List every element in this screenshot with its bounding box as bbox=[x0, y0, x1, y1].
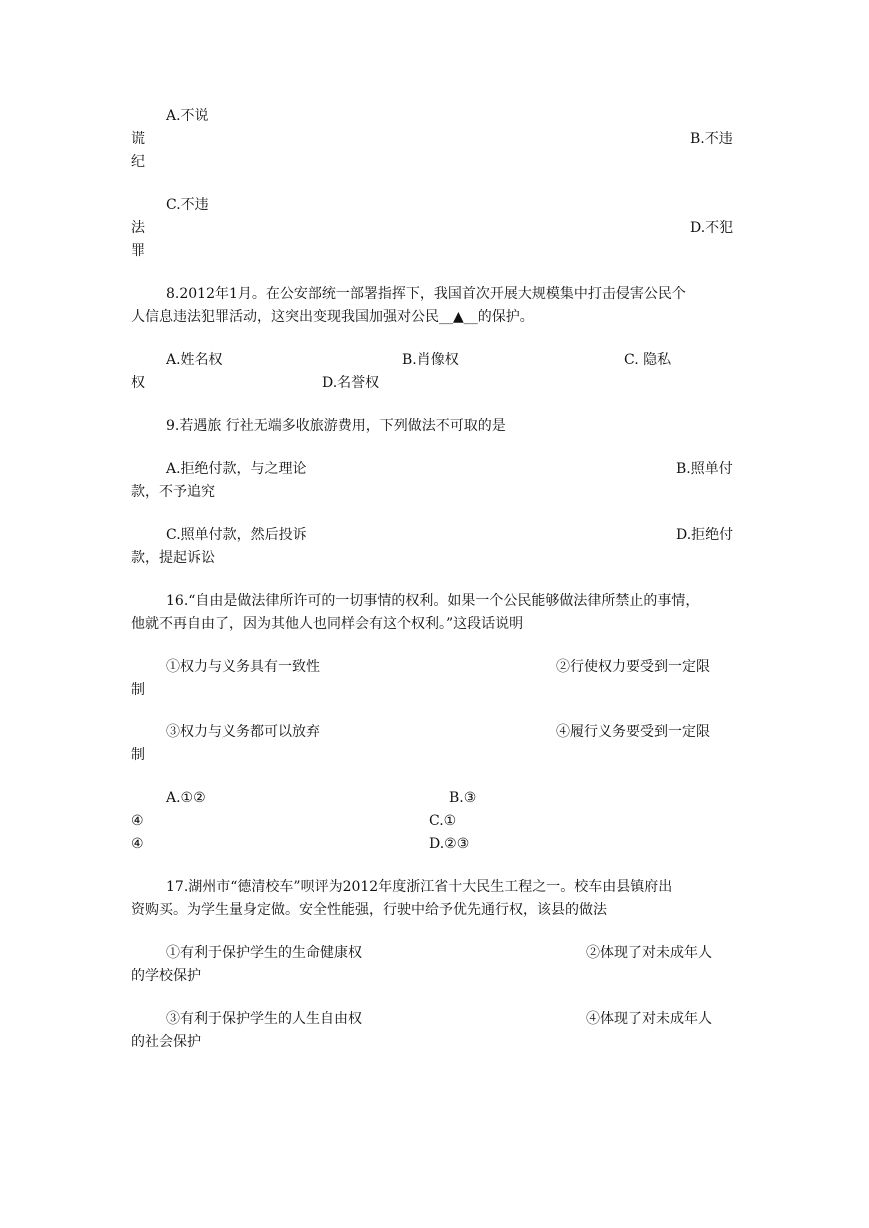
q17-stem-line1: 17.湖州市“德清校车”呗评为2012年度浙江省十大民生工程之一。校车由县镇府出 bbox=[166, 879, 673, 895]
q17-stem-line2: 资购买。为学生量身定做。安全性能强，行驶中给予优先通行权，该县的做法 bbox=[131, 902, 607, 918]
q7-option-a: A.不说 bbox=[166, 108, 209, 124]
q16-option-c: C.① bbox=[429, 813, 457, 829]
q7-option-b-wrap: 纪 bbox=[131, 154, 145, 170]
q7-option-c: C.不违 bbox=[166, 197, 209, 213]
q16-stem-line2: 他就不再自由了，因为其他人也同样会有这个权利。”这段话说明 bbox=[131, 616, 524, 632]
q16-statement-1: ①权力与义务具有一致性 bbox=[166, 659, 320, 675]
q17-statement-4: ④体现了对未成年人 bbox=[586, 1011, 712, 1027]
q7-option-c-wrap: 法 bbox=[131, 220, 145, 236]
q9-option-c: C.照单付款，然后投诉 bbox=[166, 527, 307, 543]
q7-option-d: D.不犯 bbox=[690, 220, 734, 236]
q9-option-d-wrap: 款，提起诉讼 bbox=[131, 550, 215, 566]
q8-option-c: C. 隐私 bbox=[624, 352, 672, 368]
q17-statement-2: ②体现了对未成年人 bbox=[586, 945, 712, 961]
q16-option-c-wrap: ④ bbox=[131, 836, 144, 852]
q7-option-d-wrap: 罪 bbox=[131, 243, 145, 259]
q16-statement-4: ④履行义务要受到一定限 bbox=[556, 724, 710, 740]
q8-stem-line1: 8.2012年1月。在公安部统一部署指挥下，我国首次开展大规模集中打击侵害公民个 bbox=[166, 286, 686, 302]
q16-option-b: B.③ bbox=[449, 790, 477, 806]
q9-option-b-wrap: 款，不予追究 bbox=[131, 484, 215, 500]
q16-statement-2: ②行使权力要受到一定限 bbox=[556, 659, 710, 675]
q16-stem-line1: 16.“自由是做法律所许可的一切事情的权利。如果一个公民能够做法律所禁止的事情， bbox=[166, 593, 700, 609]
q7-option-a-wrap: 谎 bbox=[131, 131, 145, 147]
q8-option-b: B.肖像权 bbox=[402, 352, 459, 368]
q17-statement-3: ③有利于保护学生的人生自由权 bbox=[166, 1011, 362, 1027]
q9-option-b: B.照单付 bbox=[676, 461, 733, 477]
q16-option-b-wrap: ④ bbox=[131, 813, 144, 829]
q17-statement-1: ①有利于保护学生的生命健康权 bbox=[166, 945, 362, 961]
q8-option-d: D.名誉权 bbox=[322, 375, 380, 391]
q8-stem-line2: 人信息违法犯罪活动，这突出变现我国加强对公民__▲__的保护。 bbox=[131, 309, 534, 325]
q7-option-b: B.不违 bbox=[690, 131, 733, 147]
q16-option-d: D.②③ bbox=[429, 836, 470, 852]
q16-statement-4-wrap: 制 bbox=[131, 747, 145, 763]
q9-option-a: A.拒绝付款，与之理论 bbox=[166, 461, 307, 477]
q17-statement-4-wrap: 的社会保护 bbox=[131, 1034, 201, 1050]
q16-statement-2-wrap: 制 bbox=[131, 682, 145, 698]
q8-option-a: A.姓名权 bbox=[166, 352, 223, 368]
q17-statement-2-wrap: 的学校保护 bbox=[131, 968, 201, 984]
q16-statement-3: ③权力与义务都可以放弃 bbox=[166, 724, 320, 740]
q9-option-d: D.拒绝付 bbox=[676, 527, 734, 543]
q9-stem: 9.若遇旅 行社无端多收旅游费用，下列做法不可取的是 bbox=[166, 418, 506, 434]
q16-option-a: A.①② bbox=[166, 790, 206, 806]
q8-option-c-wrap: 权 bbox=[131, 375, 145, 391]
